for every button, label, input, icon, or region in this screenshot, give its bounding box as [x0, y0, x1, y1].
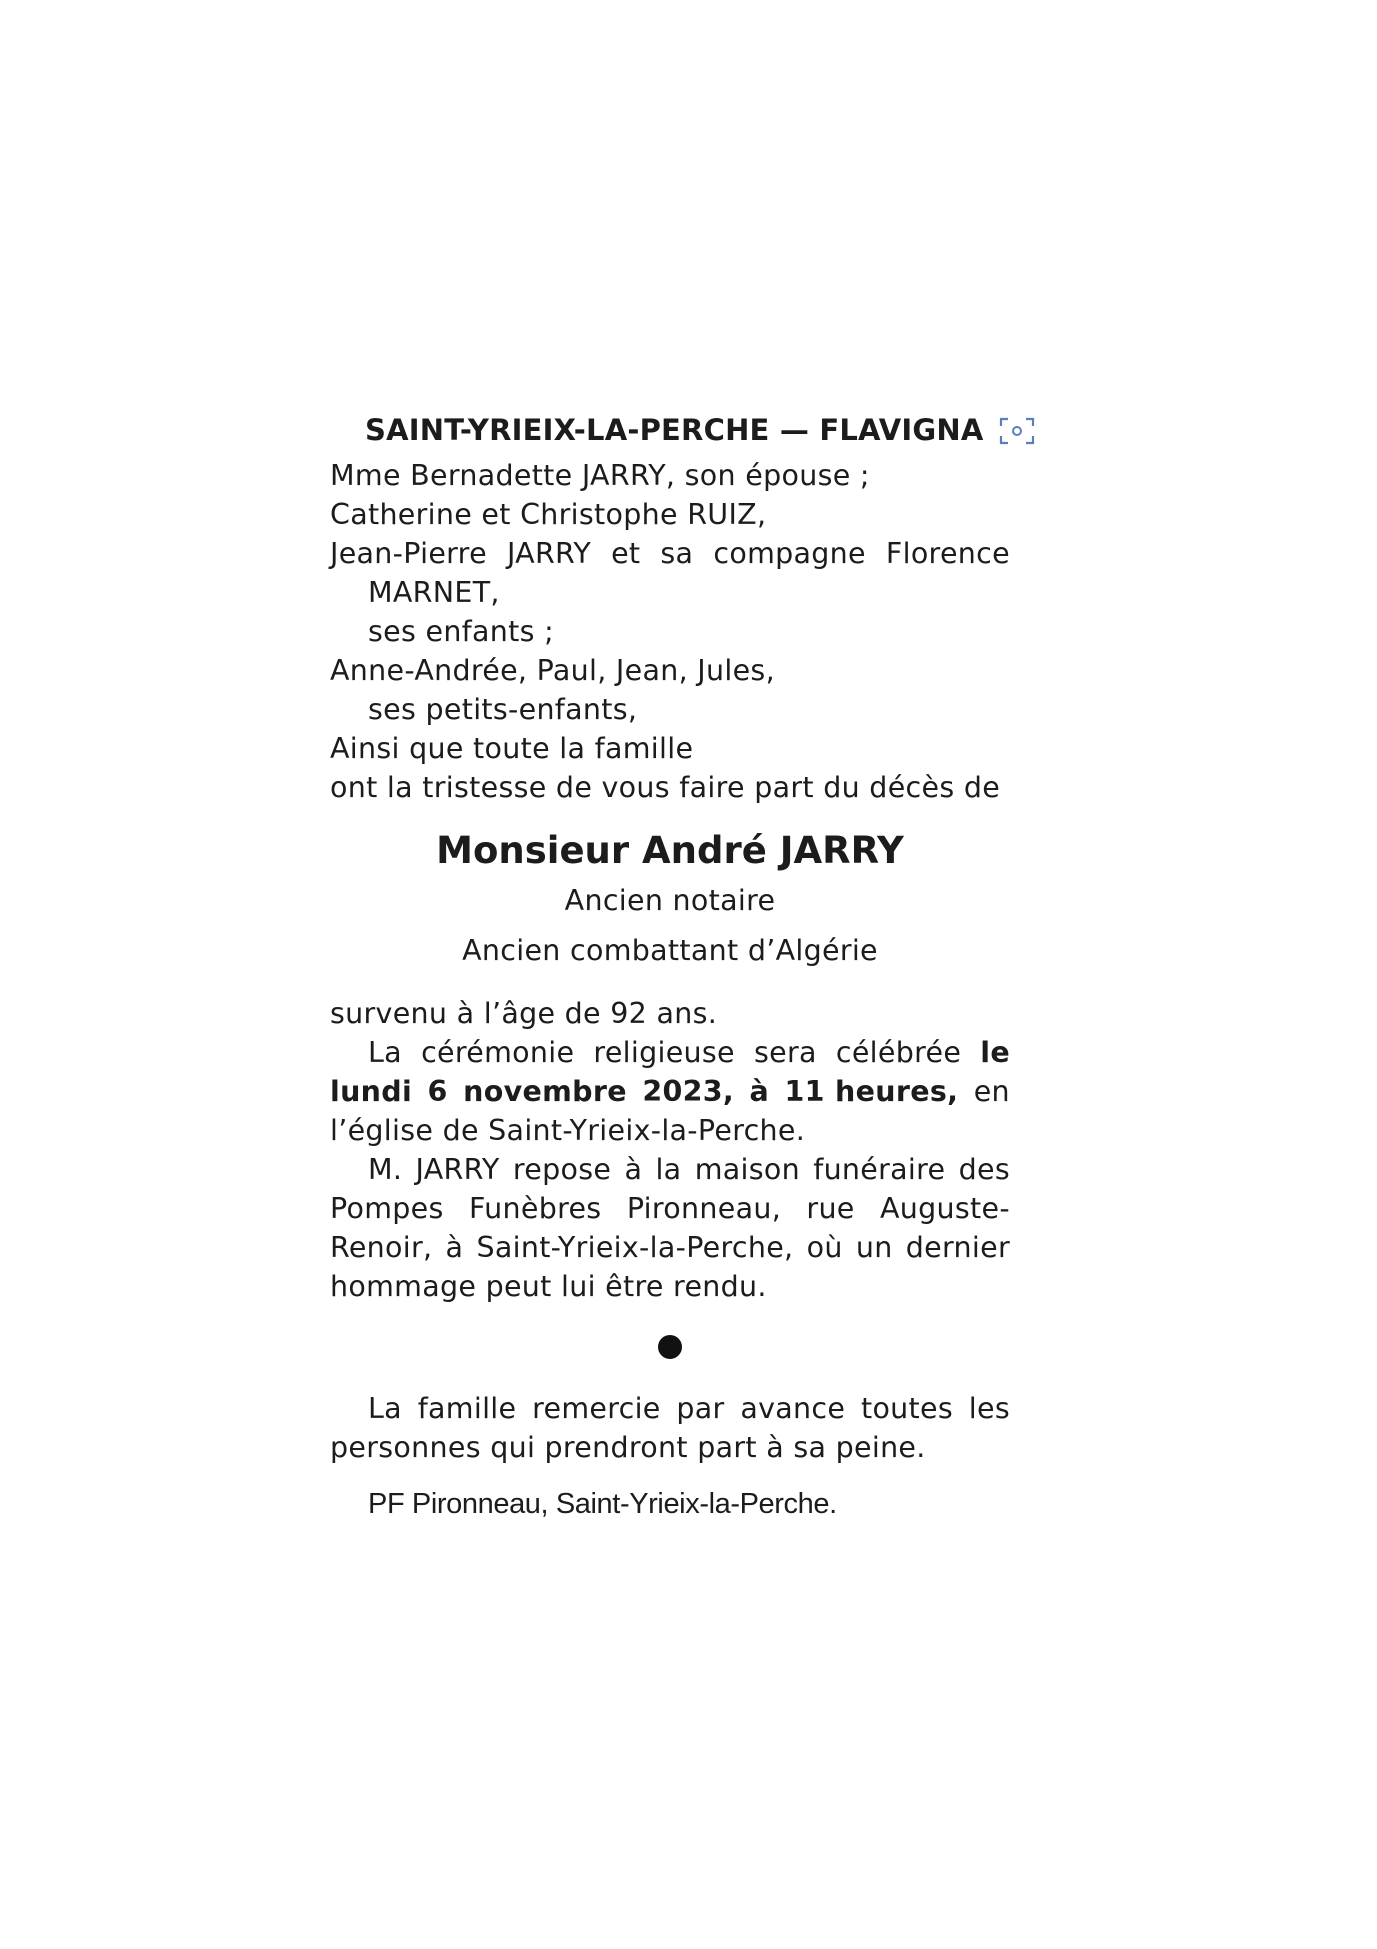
word: Florence	[885, 537, 1010, 570]
word: à	[624, 1153, 643, 1186]
word: célébrée	[835, 1036, 962, 1069]
deceased-name: Monsieur André JARRY	[436, 829, 904, 872]
funeral-home-signature: PF Pironneau, Saint-Yrieix-la-Perche.	[368, 1488, 837, 1520]
word: des	[958, 1153, 1010, 1186]
word: Renoir,	[330, 1231, 433, 1264]
word: repose	[512, 1153, 612, 1186]
family-closing: Ainsi que toute la famille	[330, 732, 694, 765]
separator-bullet	[658, 1335, 682, 1359]
word-bold: novembre	[463, 1075, 627, 1108]
family-line-continued: MARNET,	[368, 576, 500, 609]
word: funéraire	[813, 1153, 946, 1186]
word: La	[368, 1392, 402, 1425]
word: religieuse	[593, 1036, 735, 1069]
age-line: survenu à l’âge de 92 ans.	[330, 997, 718, 1030]
repose-line	[330, 1228, 1010, 1267]
repose-line	[330, 1189, 1010, 1228]
scan-corner-icon	[999, 416, 1035, 446]
location-header	[365, 404, 1010, 456]
ceremony-date-line	[330, 1072, 1010, 1111]
word-bold: 2023,	[642, 1075, 734, 1108]
thanks-line	[330, 1389, 1010, 1428]
word: un	[855, 1231, 893, 1264]
word: et	[611, 537, 641, 570]
word: remercie	[532, 1392, 661, 1425]
word-bold: le	[980, 1036, 1010, 1069]
word: Jean-Pierre	[330, 537, 487, 570]
word: Pironneau,	[626, 1192, 782, 1225]
word: Auguste-	[879, 1192, 1010, 1225]
word: Pompes	[330, 1192, 444, 1225]
word: JARRY	[506, 537, 592, 570]
word: en	[973, 1075, 1010, 1108]
family-line-justified	[330, 534, 1010, 573]
family-line: Mme Bernadette JARRY, son épouse ;	[330, 459, 870, 492]
word: où	[806, 1231, 843, 1264]
word: JARRY	[415, 1153, 500, 1186]
repose-line: hommage peut lui être rendu.	[330, 1270, 767, 1303]
word: la	[655, 1153, 682, 1186]
word-bold: 6	[427, 1075, 448, 1108]
children-label: ses enfants ;	[368, 615, 555, 648]
deceased-title: Ancien notaire	[564, 884, 776, 917]
word: par	[676, 1392, 725, 1425]
word-bold: 11 heures,	[784, 1075, 959, 1108]
obituary-notice	[330, 404, 1010, 1524]
thanks-line: personnes qui prendront part à sa peine.	[330, 1431, 926, 1464]
word-bold: lundi	[330, 1075, 413, 1108]
word: maison	[694, 1153, 800, 1186]
word: rue	[806, 1192, 855, 1225]
repose-line	[330, 1150, 1010, 1189]
word: La	[368, 1036, 402, 1069]
word: à	[445, 1231, 464, 1264]
word: cérémonie	[421, 1036, 575, 1069]
grandchildren-line: Anne-Andrée, Paul, Jean, Jules,	[330, 654, 775, 687]
word: avance	[740, 1392, 846, 1425]
word: Funèbres	[469, 1192, 602, 1225]
announcement-line: ont la tristesse de vous faire part du décès de	[330, 771, 1001, 804]
deceased-title: Ancien combattant d’Algérie	[462, 934, 878, 967]
word: compagne	[713, 537, 866, 570]
grandchildren-label: ses petits-enfants,	[368, 693, 638, 726]
word: M.	[368, 1153, 403, 1186]
location-title: SAINT-YRIEIX-LA-PERCHE — FLAVIGNA	[365, 413, 984, 447]
word-bold: à	[749, 1075, 770, 1108]
word: Saint-Yrieix-la-Perche,	[476, 1231, 794, 1264]
ceremony-place-line: l’église de Saint-Yrieix-la-Perche.	[330, 1114, 806, 1147]
word: dernier	[905, 1231, 1010, 1264]
word: les	[968, 1392, 1010, 1425]
word: sera	[753, 1036, 817, 1069]
word: famille	[417, 1392, 517, 1425]
ceremony-line	[330, 1033, 1010, 1072]
word: sa	[660, 537, 694, 570]
word: toutes	[860, 1392, 954, 1425]
family-line: Catherine et Christophe RUIZ,	[330, 498, 767, 531]
